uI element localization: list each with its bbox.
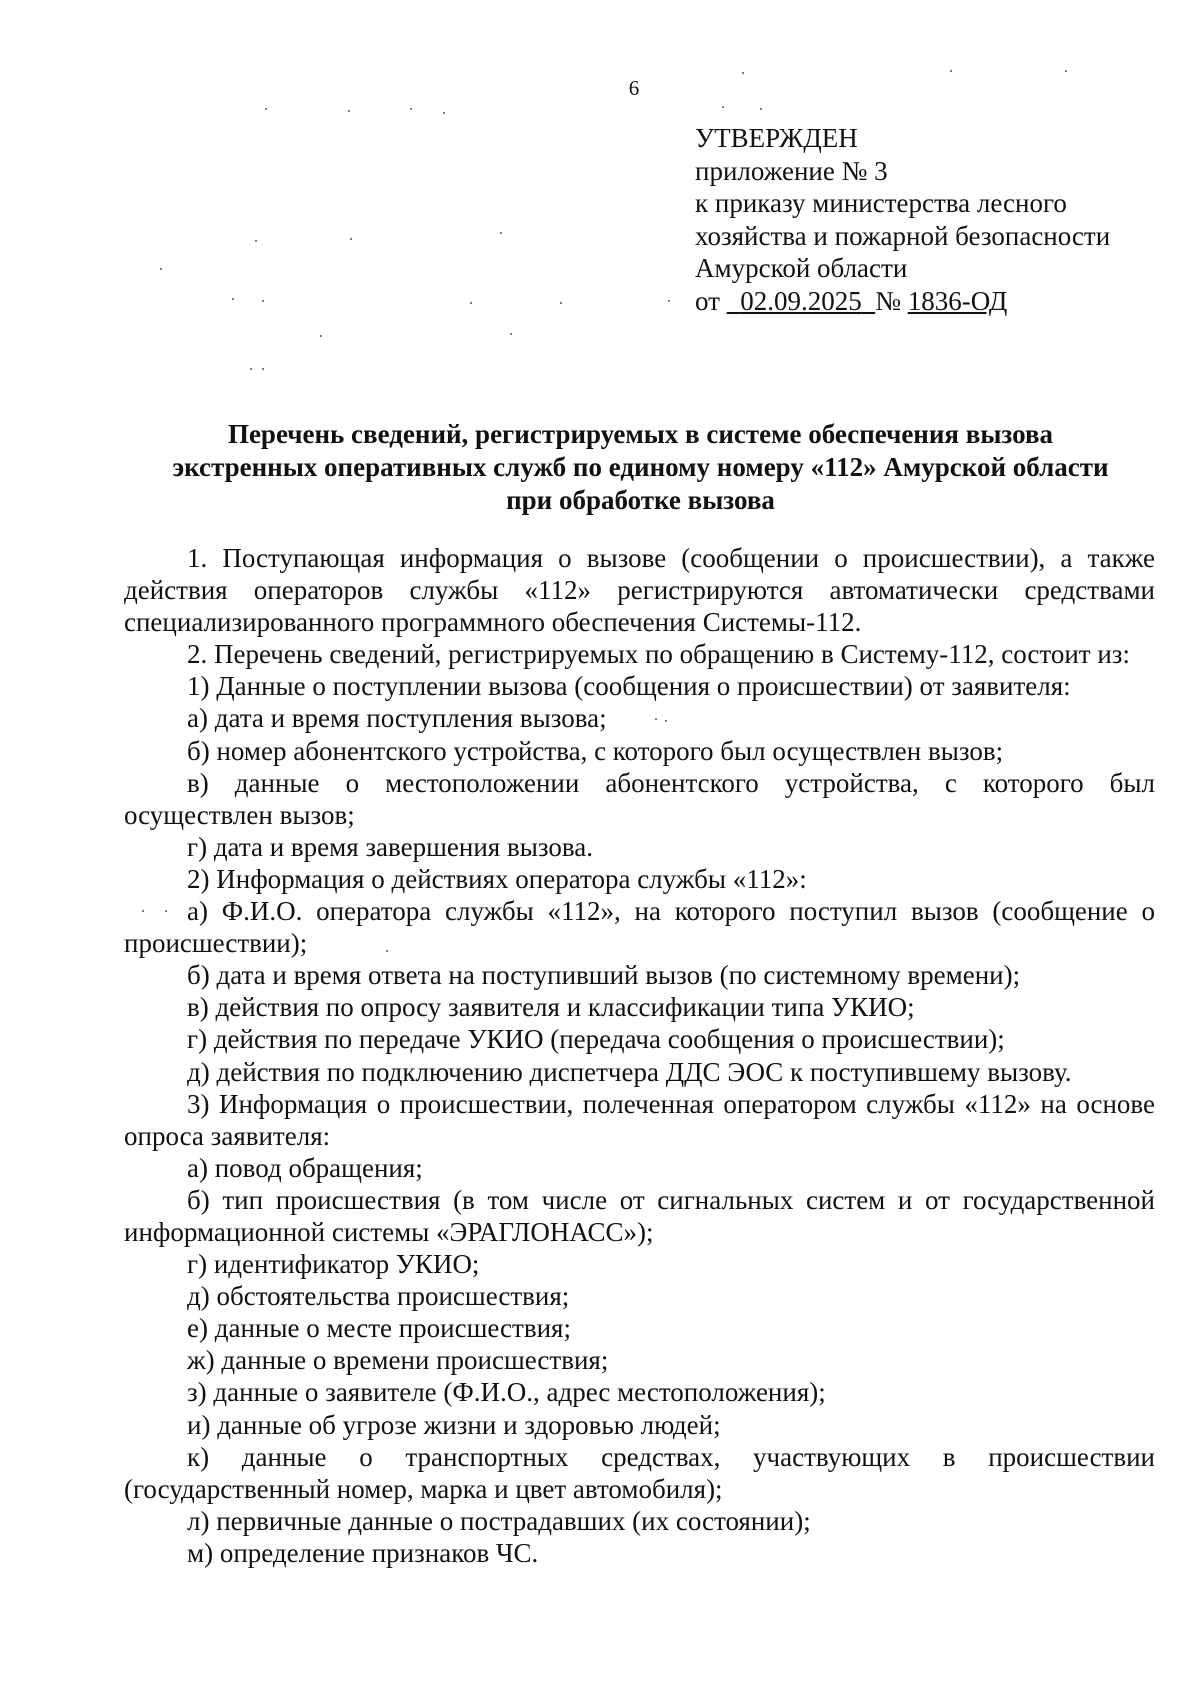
title-line-1: Перечень сведений, регистрируемых в системе обеспечения вызова xyxy=(227,419,1054,449)
list-item: в) данные о местоположении абонентского устройства, с которого был осуществлен вызов; xyxy=(124,767,1155,830)
scan-speck xyxy=(470,302,472,304)
approval-date-line xyxy=(695,285,1110,318)
approval-line-3: хозяйства и пожарной безопасности xyxy=(695,220,1111,251)
list-item: б) номер абонентского устройства, с которого был осуществлен вызов; xyxy=(187,735,1004,766)
paragraph: 2. Перечень сведений, регистрируемых по обращению в Систему-112, состоит из: xyxy=(187,639,1130,670)
scan-speck xyxy=(500,232,502,234)
paragraph: 3) Информация о происшествии, полеченная оператором службы «112» на основе опроса заявителя: xyxy=(124,1088,1155,1151)
list-item: д) действия по подключению диспетчера ДДС ЭОС к поступившему вызову. xyxy=(187,1056,1072,1087)
paragraph: 1. Поступающая информация о вызове (сообщении о происшествии), а также действия операторов службы «112» регистрируются автоматически средствами специализированного программного обеспечения Системы-112. xyxy=(124,543,1155,638)
date-prefix: от xyxy=(695,285,720,316)
list-item: а) дата и время поступления вызова; xyxy=(187,703,607,734)
list-item: г) действия по передаче УКИО (передача сообщения о происшествии); xyxy=(187,1024,1005,1055)
approval-block xyxy=(695,122,1110,317)
list-item: ж) данные о времени происшествия; xyxy=(187,1345,609,1376)
scan-speck xyxy=(665,720,667,722)
scan-speck xyxy=(262,368,264,370)
scan-speck xyxy=(760,108,762,110)
scan-speck xyxy=(410,108,412,110)
approval-date: 02.09.2025 xyxy=(740,285,862,316)
scan-speck xyxy=(262,300,264,302)
scan-speck xyxy=(386,950,388,952)
title-line-3: при обработке вызова xyxy=(506,485,775,515)
approval-line-4: Амурской области xyxy=(695,253,908,283)
paragraph: 2) Информация о действиях оператора службы «112»: xyxy=(187,863,807,894)
scan-speck xyxy=(950,70,952,72)
scan-speck xyxy=(142,910,144,912)
approval-heading: УТВЕРЖДЕН xyxy=(695,123,858,153)
page-number: 6 xyxy=(628,76,640,100)
scan-speck xyxy=(722,106,724,108)
list-item: б) тип происшествия (в том числе от сигнальных систем и от государственной информационной системы «ЭРАГЛОНАСС»); xyxy=(124,1184,1155,1247)
list-item: г) дата и время завершения вызова. xyxy=(187,831,593,862)
list-item: д) обстоятельства происшествия; xyxy=(187,1281,570,1312)
approval-line-2: к приказу министерства лесного xyxy=(695,188,1067,218)
list-item: л) первичные данные о пострадавших (их состоянии); xyxy=(187,1505,811,1536)
scan-speck xyxy=(320,335,322,337)
scan-speck xyxy=(668,300,670,302)
scan-speck xyxy=(265,108,267,110)
scan-speck xyxy=(510,333,512,335)
list-item: а) повод обращения; xyxy=(187,1152,423,1183)
list-item: а) Ф.И.О. оператора службы «112», на которого поступил вызов (сообщение о происшествии); xyxy=(124,896,1155,959)
list-item: к) данные о транспортных средствах, участвующих в происшествии (государственный номер, марка и цвет автомобиля); xyxy=(124,1441,1155,1504)
approval-line-1: приложение № 3 xyxy=(695,155,888,186)
scan-speck xyxy=(348,110,350,112)
list-item: е) данные о месте происшествия; xyxy=(187,1313,571,1344)
document-title xyxy=(128,418,1153,517)
scan-speck xyxy=(443,112,445,114)
number-prefix: № xyxy=(875,285,901,316)
list-item: б) дата и время ответа на поступивший вызов (по системному времени); xyxy=(187,960,1021,991)
approval-number: 1836-ОД xyxy=(907,285,1008,316)
list-item: и) данные об угрозе жизни и здоровью людей; xyxy=(187,1409,721,1440)
scan-speck xyxy=(160,268,162,270)
scan-speck xyxy=(250,368,252,370)
title-line-2: экстренных оперативных служб по единому номеру «112» Амурской области xyxy=(172,452,1109,482)
scan-speck xyxy=(1065,70,1067,72)
paragraph: 1) Данные о поступлении вызова (сообщения о происшествии) от заявителя: xyxy=(187,671,1071,702)
document-body xyxy=(124,542,1155,1569)
list-item: г) идентификатор УКИО; xyxy=(187,1249,480,1280)
scan-speck xyxy=(255,240,257,242)
scan-speck xyxy=(350,238,352,240)
scan-speck xyxy=(560,302,562,304)
list-item: м) определение признаков ЧС. xyxy=(187,1537,539,1568)
scan-speck xyxy=(165,910,167,912)
list-item: в) действия по опросу заявителя и классификации типа УКИО; xyxy=(187,992,915,1023)
scan-speck xyxy=(742,72,744,74)
list-item: з) данные о заявителе (Ф.И.О., адрес местоположения); xyxy=(187,1377,826,1408)
scan-speck xyxy=(655,718,657,720)
scan-speck xyxy=(232,298,234,300)
